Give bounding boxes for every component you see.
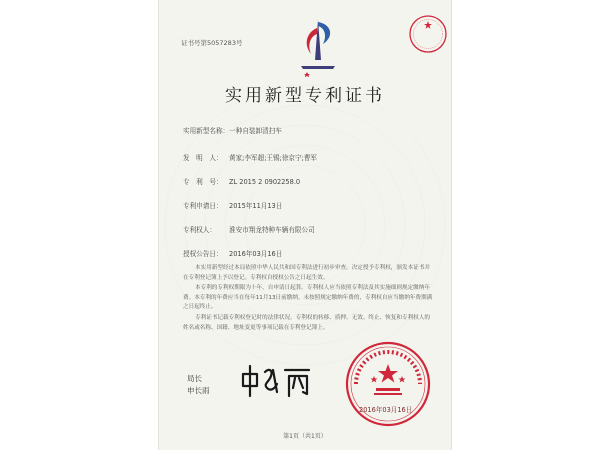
small-red-stamp [408,14,448,54]
signer-title: 局长 [187,374,202,383]
small-stamp-icon [408,14,448,54]
signer-name: 申长雨 [187,386,210,395]
field-value: 一种自装卸清扫车 [229,127,282,135]
field-value: 2016年03月16日 [229,250,283,258]
field-label: 实用新型名称： [183,127,230,135]
field-grant-date [183,248,282,258]
field-patentee [183,224,315,234]
field-label: 发 明 人： [183,154,223,162]
body-paragraph-1: 本实用新型经过本局依照中华人民共和国专利法进行初步审查，决定授予专利权，颁发本证书并在专利登记簿上予以登记。专利权自授权公告之日起生效。 [183,265,430,281]
field-value: 2015年11月13日 [229,202,283,210]
handwritten-signature [237,362,317,402]
field-patent-number [183,176,300,186]
field-value: 淮安市翔龙特种车辆有限公司 [229,226,315,234]
certificate-sheet [158,0,452,450]
field-utility-model-name [183,125,282,135]
field-value: 黄家;李军超;王锡;徐京宁;曹军 [229,154,318,162]
official-red-seal [344,340,432,428]
field-value: ZL 2015 2 0902258.0 [229,178,301,186]
field-inventors [183,152,317,162]
field-label: 专利申请日： [183,202,223,210]
body-paragraph-2: 本专利的专利权期限为十年，自申请日起算。专利权人应当依照专利法及其实施细则规定缴纳年费。本专利的年费应当在每年11月13日前缴纳。未按照规定缴纳年费的，专利权自应当缴纳年费期满之日起终止。 [183,285,433,311]
certificate-title: 实用新型专利证书 [225,86,385,106]
body-paragraph-3: 专利证书记载专利权登记时的法律状况。专利权的转移、质押、无效、终止、恢复和专利权人的姓名或名称、国籍、地址变更等事项记载在专利登记簿上。 [183,315,430,331]
field-label: 授权公告日： [183,250,223,258]
certificate-serial: 证书号第5057283号 [181,39,243,47]
patent-office-emblem-icon [293,14,343,78]
page-footer: 第1页（共1页） [283,433,327,440]
field-application-date [183,200,282,210]
seal-date: 2016年03月16日 [359,406,413,414]
field-label: 专利权人： [183,226,216,234]
field-label: 专 利 号： [183,178,223,186]
